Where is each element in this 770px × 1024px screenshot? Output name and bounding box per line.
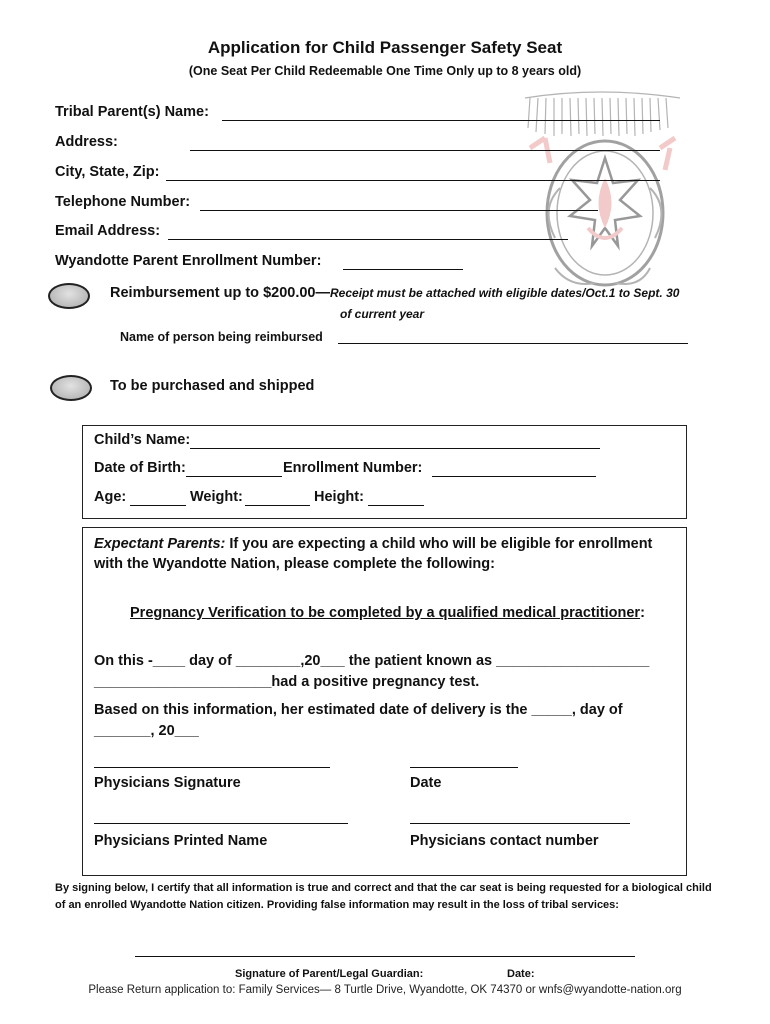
form-title: Application for Child Passenger Safety Seat [207, 38, 563, 57]
child-enrollment-label: Enrollment Number: [283, 460, 423, 476]
dob-field[interactable] [186, 476, 282, 477]
purchase-label: To be purchased and shipped [110, 378, 315, 394]
weight-label: Weight: [190, 489, 243, 505]
physician-date-label: Date [410, 775, 442, 791]
parent-name-label: Tribal Parent(s) Name: [55, 104, 209, 120]
weight-field[interactable] [245, 505, 310, 506]
form-subtitle: (One Seat Per Child Redeemable One Time Only up to 8 years old) [188, 64, 582, 78]
child-name-field[interactable] [190, 448, 600, 449]
on-this-day-line[interactable]: On this -____ day of ________,20___ the patient known as ___________________ [94, 653, 650, 669]
physician-printed-name-label: Physicians Printed Name [94, 833, 268, 849]
physician-contact-field[interactable] [410, 823, 630, 824]
verification-heading: Pregnancy Verification to be completed by a qualified medical practitioner [130, 605, 641, 621]
height-field[interactable] [368, 505, 424, 506]
guardian-date-label: Date: [507, 968, 535, 980]
certification-line-2: of an enrolled Wyandotte Nation citizen. Providing false information may result in the loss of tribal services: [55, 899, 619, 911]
reimbursed-person-label: Name of person being reimbursed [120, 330, 323, 344]
reimbursement-label: Reimbursement up to $200.00— [110, 285, 330, 301]
physician-contact-label: Physicians contact number [410, 833, 599, 849]
height-label: Height: [314, 489, 364, 505]
expectant-intro-1: If you are expecting a child who will be eligible for enrollment [225, 536, 653, 552]
telephone-label: Telephone Number: [55, 194, 191, 210]
enrollment-label: Wyandotte Parent Enrollment Number: [55, 253, 322, 269]
delivery-line-1[interactable]: Based on this information, her estimated date of delivery is the _____, day of [94, 702, 623, 718]
verification-row [130, 604, 645, 622]
parent-name-field[interactable] [222, 120, 660, 121]
physician-signature-label: Physicians Signature [94, 775, 241, 791]
email-label: Email Address: [55, 223, 161, 239]
city-state-zip-label: City, State, Zip: [55, 164, 160, 180]
physician-signature-field[interactable] [94, 767, 330, 768]
reimbursement-option[interactable] [48, 283, 90, 309]
city-state-zip-field[interactable] [166, 180, 660, 181]
physician-printed-name-field[interactable] [94, 823, 348, 824]
email-field[interactable] [168, 239, 568, 240]
reimbursement-note-2: of current year [340, 307, 425, 321]
expectant-lead: Expectant Parents: [94, 536, 226, 552]
age-field[interactable] [130, 505, 186, 506]
child-enrollment-field[interactable] [432, 476, 596, 477]
dob-label: Date of Birth: [94, 460, 186, 476]
return-address: Please Return application to: Family Services— 8 Turtle Drive, Wyandotte, OK 74370 or wnfs@wyandotte-nation.org [88, 984, 682, 996]
positive-test-line[interactable]: ______________________had a positive pregnancy test. [94, 674, 480, 690]
enrollment-field[interactable] [343, 269, 463, 270]
address-field[interactable] [190, 150, 660, 151]
child-name-label: Child’s Name: [94, 432, 191, 448]
guardian-signature-label: Signature of Parent/Legal Guardian: [235, 968, 424, 980]
expectant-intro-2: with the Wyandotte Nation, please complete the following: [94, 556, 495, 572]
certification-line-1: By signing below, I certify that all information is true and correct and that the car seat is being requested for a biological child [55, 882, 712, 894]
expectant-intro-row [94, 535, 652, 553]
verification-colon: : [640, 605, 645, 621]
reimbursement-note: Receipt must be attached with eligible dates/Oct.1 to Sept. 30 [330, 286, 680, 300]
telephone-field[interactable] [200, 210, 598, 211]
purchase-option[interactable] [50, 375, 92, 401]
age-label: Age: [94, 489, 127, 505]
physician-date-field[interactable] [410, 767, 518, 768]
reimbursement-row [110, 284, 679, 302]
guardian-signature-field[interactable] [135, 956, 635, 957]
address-label: Address: [55, 134, 118, 150]
delivery-line-2[interactable]: _______, 20___ [94, 723, 199, 739]
reimbursed-person-field[interactable] [338, 343, 688, 344]
